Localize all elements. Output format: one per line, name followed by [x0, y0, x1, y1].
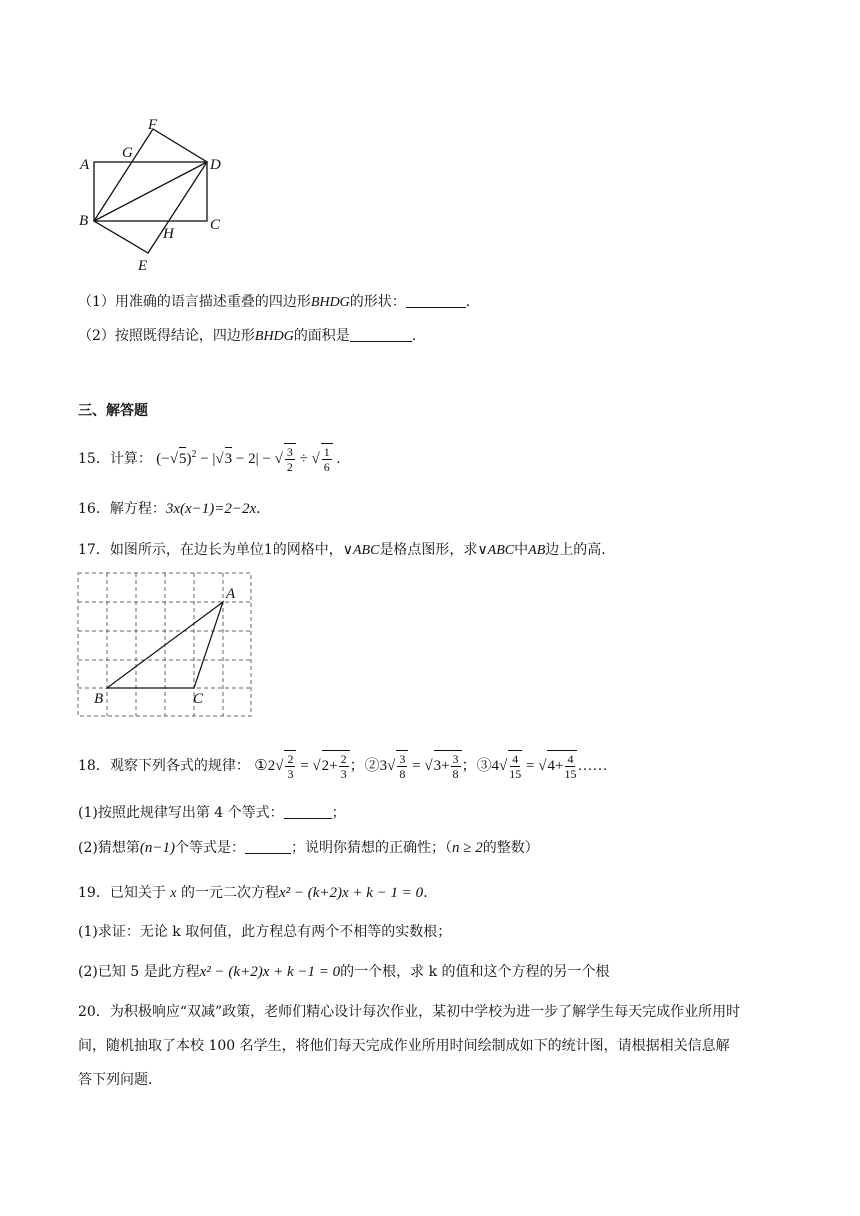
q19: 19．已知关于 x 的一元二次方程x² − (k+2)x + k − 1 = 0． — [78, 885, 438, 901]
label-A: A — [226, 586, 236, 602]
q18-sub1: (1)按照此规律写出第 4 个等式： ； — [78, 805, 346, 821]
label-A: A — [80, 157, 90, 173]
quadrilateral-figure — [70, 110, 240, 280]
label-G: G — [122, 145, 133, 161]
label-C: C — [210, 217, 221, 233]
label-E: E — [138, 258, 148, 274]
q19-sub2: (2)已知 5 是此方程x² − (k+2)x + k −1 = 0的一个根，求 k 的值和这个方程的另一个根 — [78, 964, 610, 980]
answer-blank[interactable] — [245, 839, 291, 854]
label-B: B — [94, 691, 104, 707]
answer-blank[interactable] — [350, 327, 412, 342]
q18: 18．观察下列各式的规律： ①2√ $\frac{2}{3}$ = √2+ $\frac{2}{3}$ ；②3√ $\frac{3}{8}$ = √3+ $\frac{3}{8}$ ；③4√ $\frac{4}{15}$ = √4+ $\frac{4}{15}$ …… — [78, 752, 608, 781]
q15-expression: $(-√5)^2 - |√3 - 2|$ − √ $\frac{3}{2}$ ÷ √ $\frac{1}{6}$ . — [156, 445, 341, 474]
answer-blank[interactable] — [406, 293, 466, 308]
label-B: B — [79, 213, 89, 229]
q20-line3: 答下列问题． — [78, 1072, 162, 1088]
label-D: D — [210, 157, 221, 173]
label-F: F — [148, 117, 158, 133]
q14-part1: （1）用准确的语言描述重叠的四边形BHDG的形状： ． — [78, 294, 480, 310]
label-H: H — [163, 226, 174, 242]
grid-triangle-figure — [77, 572, 253, 718]
q16: 16．解方程：3x(x−1)=2−2x． — [78, 501, 271, 517]
q14-part2: （2）按照既得结论，四边形BHDG的面积是 ． — [78, 328, 426, 344]
q18-sub2: (2)猜想第(n−1)个等式是： ；说明你猜想的正确性；（n ≥ 2的整数） — [78, 840, 539, 856]
q18-formulas: ①2√ $\frac{2}{3}$ = √2+ $\frac{2}{3}$ ；②3√ $\frac{3}{8}$ = √3+ $\frac{3}{8}$ ；③4√ $\frac{4}{15}$ = √4+ $\frac{4}{15}$ …… — [254, 752, 608, 781]
q15: 15．计算： $(-√5)^2 - |√3 - 2|$ − √ $\frac{3}{2}$ ÷ √ $\frac{1}{6}$ . — [78, 445, 341, 474]
q17: 17．如图所示，在边长为单位1的网格中，∨ABC是格点图形，求∨ABC中AB边上的高． — [78, 542, 616, 558]
q19-sub1: (1)求证：无论 k 取何值，此方程总有两个不相等的实数根； — [78, 924, 452, 940]
answer-blank[interactable] — [284, 804, 332, 819]
section-title: 三、解答题 — [78, 403, 148, 419]
q20-line2: 间，随机抽取了本校 100 名学生，将他们每天完成作业所用时间绘制成如下的统计图，请根据相关信息解 — [78, 1038, 730, 1054]
label-C: C — [193, 691, 204, 707]
q20-line1: 20．为积极响应“双减”政策，老师们精心设计每次作业，某初中学校为进一步了解学生每天完成作业所用时 — [78, 1004, 741, 1020]
